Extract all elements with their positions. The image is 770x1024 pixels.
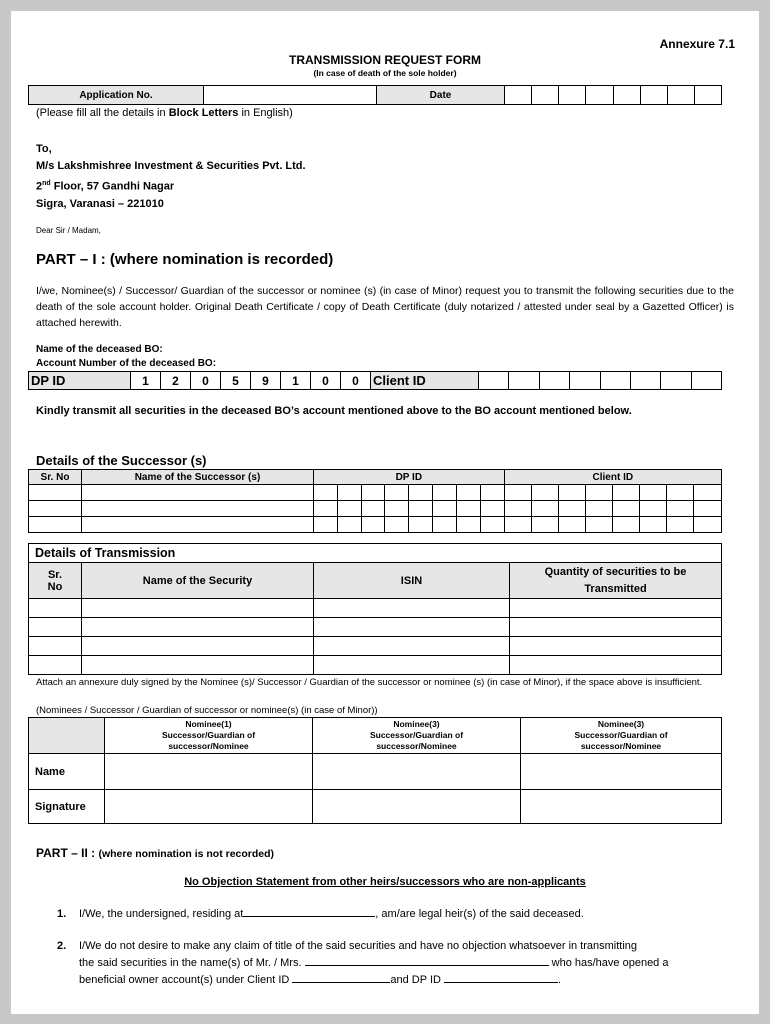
dp-id-digit[interactable]: 0 — [311, 372, 341, 390]
successor-srno-cell[interactable] — [29, 501, 82, 517]
part1-paragraph: I/we, Nominee(s) / Successor/ Guardian of the successor or nominee (s) (in case of Minor) request you to transmit the following securities due to the death of the sole account holder. Original Death Certificate / copy of Death Certificate (duly notarized / attested under seal by a Gazetted Officer) is attached herewith. — [36, 285, 734, 329]
dpid-box[interactable] — [480, 501, 504, 517]
dpid-box[interactable] — [314, 485, 338, 501]
dpid-box[interactable] — [361, 501, 385, 517]
part1-heading-prefix: PART – I : — [36, 251, 110, 268]
successor-col-clientid: Client ID — [504, 470, 721, 485]
col-qty-line1: Quantity of securities to be — [544, 565, 687, 578]
client-id-box[interactable] — [539, 372, 569, 390]
dpid-box[interactable] — [480, 485, 504, 501]
transferee-name-blank[interactable] — [305, 955, 549, 966]
dp-id-digit[interactable]: 2 — [161, 372, 191, 390]
clientid-box[interactable] — [640, 517, 667, 533]
part2-heading-prefix: PART – II : — [36, 846, 99, 860]
nominee-2-line2: Successor/Guardian of — [369, 730, 464, 740]
dpid-box[interactable] — [409, 485, 433, 501]
salutation: Dear Sir / Madam, — [36, 226, 101, 235]
col-sr-line2: No — [47, 580, 63, 593]
dp-id-blank[interactable] — [444, 972, 558, 983]
clientid-box[interactable] — [531, 517, 558, 533]
item1-text-b: , am/are legal heir(s) of the said deceased. — [375, 908, 584, 920]
nominee-1-line3: successor/Nominee — [168, 741, 249, 751]
successor-table — [28, 469, 722, 533]
nominee-1-line2: Successor/Guardian of — [161, 730, 256, 740]
col-sr-line1: Sr. — [47, 568, 63, 581]
clientid-box[interactable] — [667, 517, 694, 533]
clientid-box[interactable] — [585, 501, 612, 517]
part1-heading-rest: (where nomination is recorded) — [109, 251, 334, 268]
client-id-box[interactable] — [570, 372, 600, 390]
transmission-col-isin: ISIN — [314, 563, 510, 599]
dpid-box[interactable] — [456, 501, 480, 517]
instruction-text — [36, 107, 293, 119]
dpid-box[interactable] — [456, 517, 480, 533]
item2-line2 — [79, 955, 668, 972]
successor-row — [29, 485, 722, 501]
successor-name-cell[interactable] — [82, 517, 314, 533]
nominee-header-3 — [521, 718, 722, 754]
item2-text-b: who has/have opened a — [551, 957, 669, 969]
successor-name-cell[interactable] — [82, 501, 314, 517]
nominee-name-label: Name — [29, 754, 105, 790]
dpid-box[interactable] — [314, 501, 338, 517]
cell[interactable] — [510, 656, 722, 675]
clientid-box[interactable] — [585, 517, 612, 533]
dp-id-digit[interactable]: 1 — [281, 372, 311, 390]
date-box[interactable] — [613, 86, 640, 105]
dpid-box[interactable] — [409, 501, 433, 517]
dpid-box[interactable] — [385, 501, 409, 517]
transmission-col-qty — [510, 563, 722, 599]
nominee-2-line1: Nominee(3) — [393, 719, 440, 729]
dpid-box[interactable] — [385, 517, 409, 533]
item2-number: 2. — [57, 940, 67, 952]
residence-blank[interactable] — [243, 906, 375, 917]
date-box[interactable] — [640, 86, 667, 105]
item2-text-d: and DP ID — [390, 974, 441, 986]
clientid-box[interactable] — [531, 485, 558, 501]
dpid-box[interactable] — [480, 517, 504, 533]
part2-heading-rest: (where nomination is not recorded) — [98, 848, 275, 860]
address-company: M/s Lakshmishree Investment & Securities Pvt. Ltd. — [36, 160, 306, 172]
date-box[interactable] — [586, 86, 613, 105]
floor-rest: Floor, 57 Gandhi Nagar — [50, 180, 175, 193]
clientid-box[interactable] — [613, 501, 640, 517]
successor-heading: Details of the Successor (s) — [36, 453, 207, 468]
cell[interactable] — [314, 656, 510, 675]
transmission-row — [29, 599, 722, 618]
clientid-box[interactable] — [585, 485, 612, 501]
successor-col-dpid: DP ID — [314, 470, 505, 485]
dpid-box[interactable] — [361, 485, 385, 501]
nominee-name-field[interactable] — [105, 754, 313, 790]
dp-id-digit[interactable]: 5 — [221, 372, 251, 390]
nominee-table — [28, 717, 722, 824]
item2-text-a: the said securities in the name(s) of Mr. / Mrs. — [79, 957, 302, 969]
successor-row — [29, 517, 722, 533]
floor-number: 2 — [36, 180, 43, 193]
address-block — [36, 141, 306, 213]
clientid-box[interactable] — [613, 485, 640, 501]
nominee-2-line3: successor/Nominee — [376, 741, 457, 751]
date-label: Date — [377, 86, 505, 105]
clientid-box[interactable] — [694, 517, 722, 533]
item2-text-c: beneficial owner account(s) under Client ID — [79, 974, 290, 986]
client-id-box[interactable] — [479, 372, 509, 390]
clientid-box[interactable] — [504, 501, 531, 517]
clientid-box[interactable] — [504, 485, 531, 501]
part2-heading — [36, 844, 274, 862]
dpid-box[interactable] — [456, 485, 480, 501]
client-id-label: Client ID — [371, 372, 479, 390]
nominee-header-2 — [313, 718, 521, 754]
dpid-box[interactable] — [337, 501, 361, 517]
cell[interactable] — [510, 637, 722, 656]
col-qty-line2: Transmitted — [584, 582, 647, 595]
attach-note: Attach an annexure duly signed by the Nominee (s)/ Successor / Guardian of the successor or nominee (s) (in case of Minor), if the space above is insufficient. — [36, 677, 703, 688]
successor-row — [29, 501, 722, 517]
noc-title: No Objection Statement from other heirs/successors who are non-applicants — [184, 876, 586, 888]
deceased-account-table — [28, 371, 722, 390]
noc-item-2 — [57, 938, 737, 989]
dp-id-digit[interactable]: 9 — [251, 372, 281, 390]
instruction-suffix: in English) — [238, 107, 293, 119]
dpid-box[interactable] — [433, 485, 457, 501]
transmission-row — [29, 618, 722, 637]
instruction-bold: Block Letters — [168, 107, 239, 119]
clientid-box[interactable] — [640, 485, 667, 501]
cell[interactable] — [29, 656, 82, 675]
part1-heading — [36, 251, 333, 268]
annexure-label: Annexure 7.1 — [659, 37, 735, 51]
client-id-box[interactable] — [661, 372, 691, 390]
clientid-box[interactable] — [531, 501, 558, 517]
item2-line3 — [79, 972, 668, 989]
nominee-signature-field[interactable] — [313, 790, 521, 824]
clientid-box[interactable] — [667, 501, 694, 517]
deceased-account-label: Account Number of the deceased BO: — [36, 358, 217, 369]
dpid-box[interactable] — [337, 485, 361, 501]
transmission-heading: Details of Transmission — [29, 544, 722, 563]
instruction-prefix: (Please fill all the details in — [36, 107, 169, 119]
item1-number: 1. — [57, 908, 67, 920]
client-id-box[interactable] — [509, 372, 539, 390]
nominee-name-field[interactable] — [313, 754, 521, 790]
item2-text-e: . — [558, 974, 562, 986]
dpid-box[interactable] — [314, 517, 338, 533]
nominee-signature-field[interactable] — [105, 790, 313, 824]
cell[interactable] — [29, 637, 82, 656]
application-no-label: Application No. — [29, 86, 204, 105]
dpid-box[interactable] — [385, 485, 409, 501]
nominees-note: (Nominees / Successor / Guardian of successor or nominee(s) (in case of Minor)) — [36, 705, 378, 716]
successor-col-name: Name of the Successor (s) — [82, 470, 314, 485]
clientid-box[interactable] — [558, 501, 585, 517]
successor-srno-cell[interactable] — [29, 517, 82, 533]
transmission-table — [28, 543, 722, 675]
date-box[interactable] — [505, 86, 532, 105]
item2-line1: I/We do not desire to make any claim of title of the said securities and have no objection whatsoever in transmitting — [79, 940, 638, 952]
cell[interactable] — [82, 599, 314, 618]
cell[interactable] — [29, 599, 82, 618]
floor-superscript: nd — [42, 180, 51, 187]
dp-id-label: DP ID — [29, 372, 131, 390]
nominee-signature-label: Signature — [29, 790, 105, 824]
clientid-box[interactable] — [558, 517, 585, 533]
dpid-box[interactable] — [409, 517, 433, 533]
nominee-3-line1: Nominee(3) — [597, 719, 645, 729]
dpid-box[interactable] — [337, 517, 361, 533]
cell[interactable] — [510, 599, 722, 618]
form-title: TRANSMISSION REQUEST FORM — [288, 53, 481, 67]
clientid-box[interactable] — [504, 517, 531, 533]
cell[interactable] — [82, 618, 314, 637]
dp-id-digit[interactable]: 0 — [191, 372, 221, 390]
date-box[interactable] — [667, 86, 694, 105]
deceased-labels — [36, 343, 216, 371]
form-subtitle: (In case of death of the sole holder) — [313, 68, 457, 78]
date-box[interactable] — [694, 86, 721, 105]
noc-item-1 — [57, 906, 584, 920]
client-id-blank[interactable] — [292, 972, 390, 983]
cell[interactable] — [510, 618, 722, 637]
application-table — [28, 85, 722, 105]
clientid-box[interactable] — [613, 517, 640, 533]
dpid-box[interactable] — [361, 517, 385, 533]
client-id-box[interactable] — [600, 372, 630, 390]
transmission-row — [29, 656, 722, 675]
clientid-box[interactable] — [694, 501, 722, 517]
address-to: To, — [36, 143, 52, 155]
application-no-input[interactable] — [204, 86, 377, 105]
clientid-box[interactable] — [558, 485, 585, 501]
cell[interactable] — [82, 656, 314, 675]
successor-col-srno: Sr. No — [29, 470, 82, 485]
transmit-instruction: Kindly transmit all securities in the deceased BO’s account mentioned above to the BO account mentioned below. — [36, 405, 632, 417]
transmission-col-srno — [29, 563, 82, 599]
nominee-header-1 — [105, 718, 313, 754]
date-box[interactable] — [532, 86, 559, 105]
successor-srno-cell[interactable] — [29, 485, 82, 501]
clientid-box[interactable] — [667, 485, 694, 501]
form-page — [11, 11, 759, 1014]
item1-text-a: I/We, the undersigned, residing at — [79, 908, 244, 920]
cell[interactable] — [314, 599, 510, 618]
transmission-col-name: Name of the Security — [82, 563, 314, 599]
address-floor — [36, 175, 306, 196]
cell[interactable] — [314, 618, 510, 637]
client-id-box[interactable] — [630, 372, 660, 390]
nominee-3-line3: successor/Nominee — [580, 741, 662, 751]
dp-id-digit[interactable]: 0 — [341, 372, 371, 390]
client-id-box[interactable] — [691, 372, 721, 390]
successor-name-cell[interactable] — [82, 485, 314, 501]
deceased-name-label: Name of the deceased BO: — [36, 344, 163, 355]
nominee-signature-field[interactable] — [521, 790, 722, 824]
clientid-box[interactable] — [694, 485, 722, 501]
cell[interactable] — [82, 637, 314, 656]
clientid-box[interactable] — [640, 501, 667, 517]
transmission-row — [29, 637, 722, 656]
nominee-1-line1: Nominee(1) — [185, 719, 232, 729]
nominee-3-line2: Successor/Guardian of — [574, 730, 668, 740]
address-city: Sigra, Varanasi – 221010 — [36, 197, 164, 210]
nominee-name-field[interactable] — [521, 754, 722, 790]
cell[interactable] — [29, 618, 82, 637]
cell[interactable] — [314, 637, 510, 656]
nominee-corner — [29, 718, 105, 754]
dp-id-digit[interactable]: 1 — [131, 372, 161, 390]
dpid-box[interactable] — [433, 517, 457, 533]
date-box[interactable] — [559, 86, 586, 105]
dpid-box[interactable] — [433, 501, 457, 517]
